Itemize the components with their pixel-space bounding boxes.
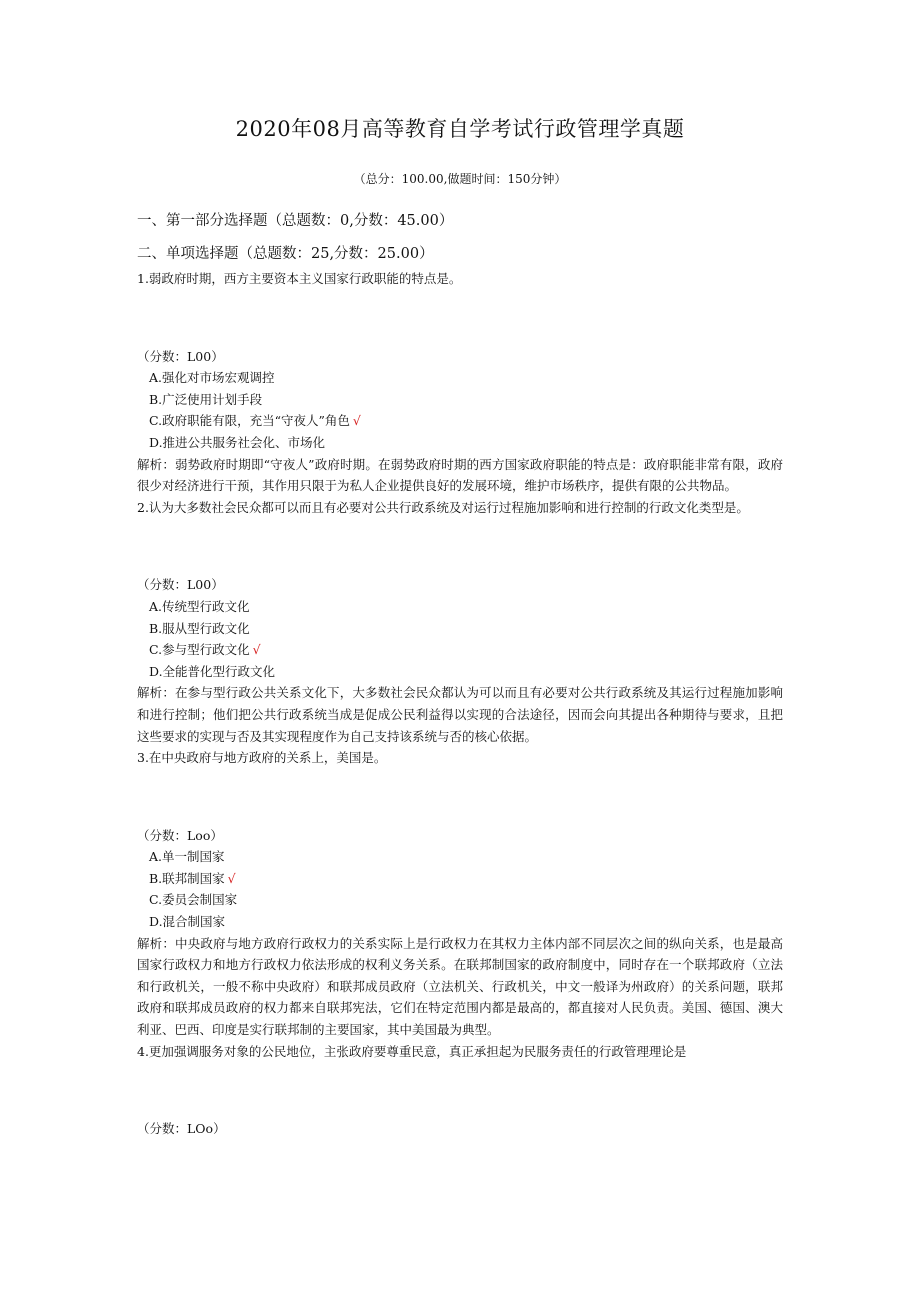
answer-option: [137, 367, 783, 389]
answer-option: [137, 868, 783, 890]
answer-option: [137, 846, 783, 868]
answer-option: [137, 911, 783, 933]
answer-analysis: 解析：在参与型行政公共关系文化下，大多数社会民众都认为可以而且有必要对公共行政系统及其运行过程施加影响和进行控制；他们把公共行政系统当成是促成公民利益得以实现的合法途径，因而会向其提出各种期待与要求，且把这些要求的实现与否及其实现程度作为自己支持该系统与否的核心依据。: [137, 685, 783, 744]
answer-option: [137, 389, 783, 411]
option-text: D.推进公共服务社会化、市场化: [149, 434, 326, 450]
exam-info: （总分：100.00,做题时间：150分钟）: [353, 172, 567, 186]
answer-analysis: 解析：弱势政府时期即“守夜人”政府时期。在弱势政府时期的西方国家政府职能的特点是：政府职能非常有限，政府很少对经济进行干预，其作用只限于为私人企业提供良好的发展环境，维护市场秩序，提供有限的公共物品。: [137, 456, 783, 494]
option-text: B.广泛使用计划手段: [149, 391, 263, 407]
page-title: 2020年08月高等教育自学考试行政管理学真题: [235, 117, 685, 141]
section-heading-1: 一、第一部分选择题（总题数：0,分数：45.00）: [137, 213, 454, 229]
answer-analysis: 解析：中央政府与地方政府行政权力的关系实际上是行政权力在其权力主体内部不同层次之间的纵向关系，也是最高国家行政权力和地方行政权力依法形成的权利义务关系。在联邦制国家的政府制度中，同时存在一个联邦政府（立法和行政机关，一般不称中央政府）和联邦成员政府（立法机关、行政机关，中文一般译为州政府）的关系问题，联邦政府和联邦成员政府的权力都来自联邦宪法，它们在特定范围内都是最高的，都直接对人民负责。美国、德国、澳大利亚、巴西、印度是实行联邦制的主要国家，其中美国最为典型。: [137, 935, 783, 1038]
question-block: [137, 1041, 783, 1140]
answer-option: [137, 618, 783, 640]
question-stem: 2.认为大多数社会民众都可以而且有必要对公共行政系统及对运行过程施加影响和进行控制的行政文化类型是。: [137, 499, 749, 515]
question-stem: 4.更加强调服务对象的公民地位，主张政府要尊重民意，真正承担起为民服务责任的行政管理理论是: [137, 1043, 687, 1059]
option-text: C.政府职能有限，充当“守夜人”角色: [149, 413, 350, 429]
question-score: （分数：Loo）: [137, 827, 223, 843]
option-text: A.传统型行政文化: [149, 598, 250, 614]
answer-option: [137, 661, 783, 683]
option-text: B.服从型行政文化: [149, 620, 250, 636]
question-stem: 1.弱政府时期，西方主要资本主义国家行政职能的特点是。: [137, 271, 462, 286]
check-mark-icon: √: [352, 413, 361, 429]
check-mark-icon: √: [252, 642, 261, 658]
option-text: D.混合制国家: [149, 914, 226, 930]
question-list: [137, 268, 783, 1140]
option-text: C.参与型行政文化: [149, 642, 250, 658]
check-mark-icon: √: [227, 870, 236, 886]
option-text: B.联邦制国家: [149, 870, 225, 886]
question-score: （分数：LOo）: [137, 1121, 226, 1137]
question-block: [137, 747, 783, 1041]
option-text: D.全能普化型行政文化: [149, 663, 276, 679]
question-score: （分数：L00）: [137, 348, 224, 364]
answer-option: [137, 596, 783, 618]
answer-option: [137, 410, 783, 432]
option-list: [137, 367, 783, 453]
option-list: [137, 846, 783, 932]
option-text: A.强化对市场宏观调控: [149, 370, 275, 386]
question-block: [137, 497, 783, 747]
question-stem: 3.在中央政府与地方政府的关系上，美国是。: [137, 750, 387, 766]
answer-option: [137, 432, 783, 454]
answer-option: [137, 889, 783, 911]
answer-option: [137, 639, 783, 661]
option-list: [137, 596, 783, 682]
section-heading-2: 二、单项选择题（总题数：25,分数：25.00）: [137, 246, 434, 262]
option-text: C.委员会制国家: [149, 892, 238, 908]
option-text: A.单一制国家: [149, 849, 225, 865]
question-score: （分数：L00）: [137, 577, 224, 593]
question-block: [137, 268, 783, 497]
